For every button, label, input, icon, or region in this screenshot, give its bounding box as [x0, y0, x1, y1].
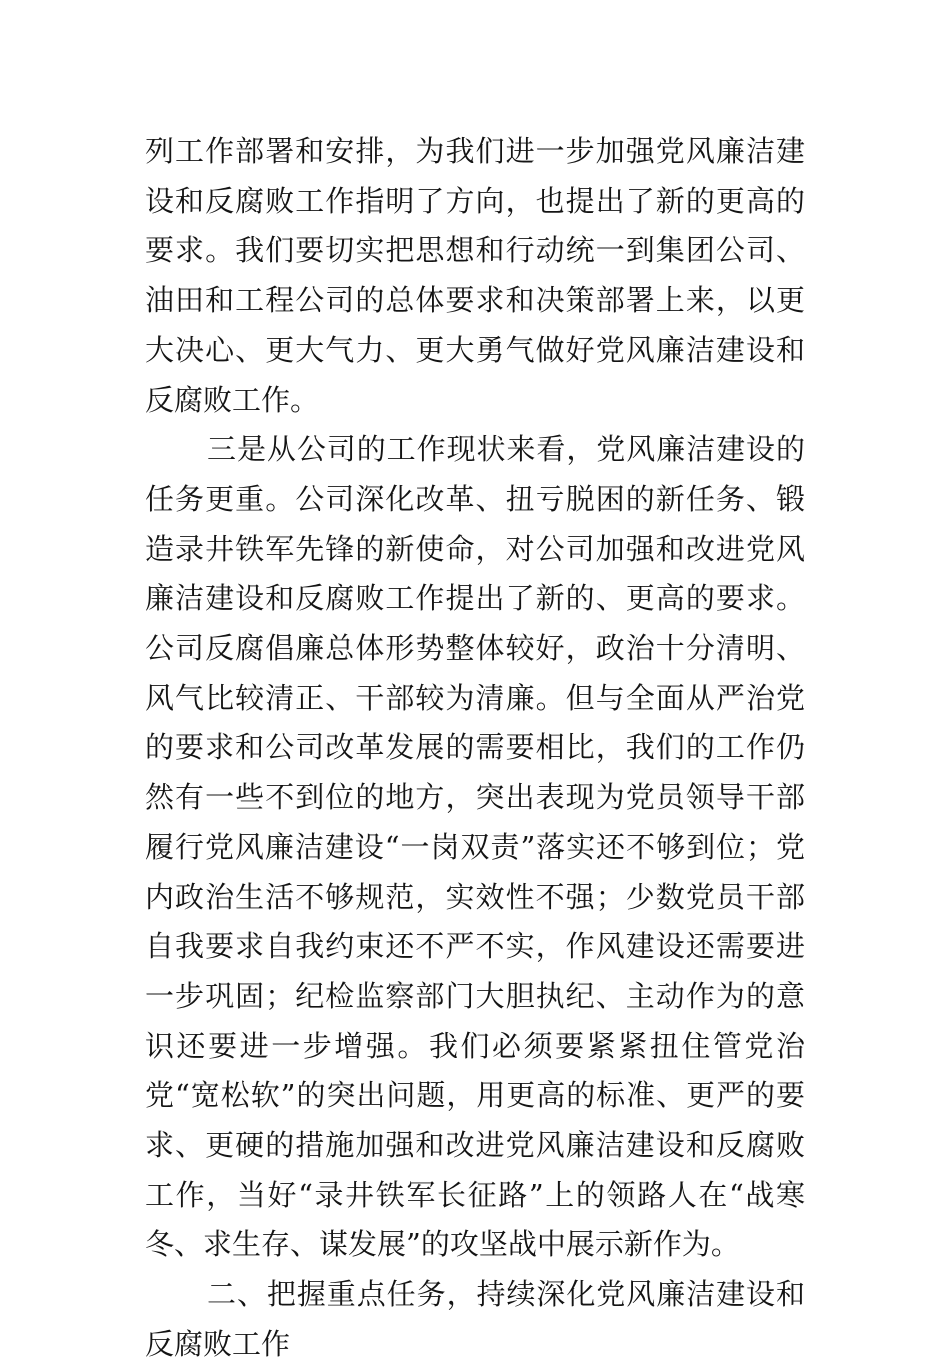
paragraph-third-point: 三是从公司的工作现状来看，党风廉洁建设的任务更重。公司深化改革、扭亏脱困的新任务、锻造录井铁军先锋的新使命，对公司加强和改进党风廉洁建设和反腐败工作提出了新的、更高的要求。公司反腐倡廉总体形势整体较好，政治十分清明、风气比较清正、干部较为清廉。但与全面从严治党的要求和公司改革发展的需要相比，我们的工作仍然有一些不到位的地方，突出表现为党员领导干部履行党风廉洁建设“一岗双责”落实还不够到位；党内政治生活不够规范，实效性不强；少数党员干部自我要求自我约束还不严不实，作风建设还需要进一步巩固；纪检监察部门大胆执纪、主动作为的意识还要进一步增强。我们必须要紧紧扭住管党治党“宽松软”的突出问题，用更高的标准、更严的要求、更硬的措施加强和改进党风廉洁建设和反腐败工作，当好“录井铁军长征路”上的领路人在“战寒冬、求生存、谋发展”的攻坚战中展示新作为。 [145, 432, 805, 1262]
document-body [145, 127, 805, 1370]
paragraph-continuation: 列工作部署和安排，为我们进一步加强党风廉洁建设和反腐败工作指明了方向，也提出了新的更高的要求。我们要切实把思想和行动统一到集团公司、油田和工程公司的总体要求和决策部署上来，以更大决心、更大气力、更大勇气做好党风廉洁建设和反腐败工作。 [145, 134, 805, 417]
section-heading-two: 二、把握重点任务，持续深化党风廉洁建设和反腐败工作 [145, 1277, 805, 1361]
